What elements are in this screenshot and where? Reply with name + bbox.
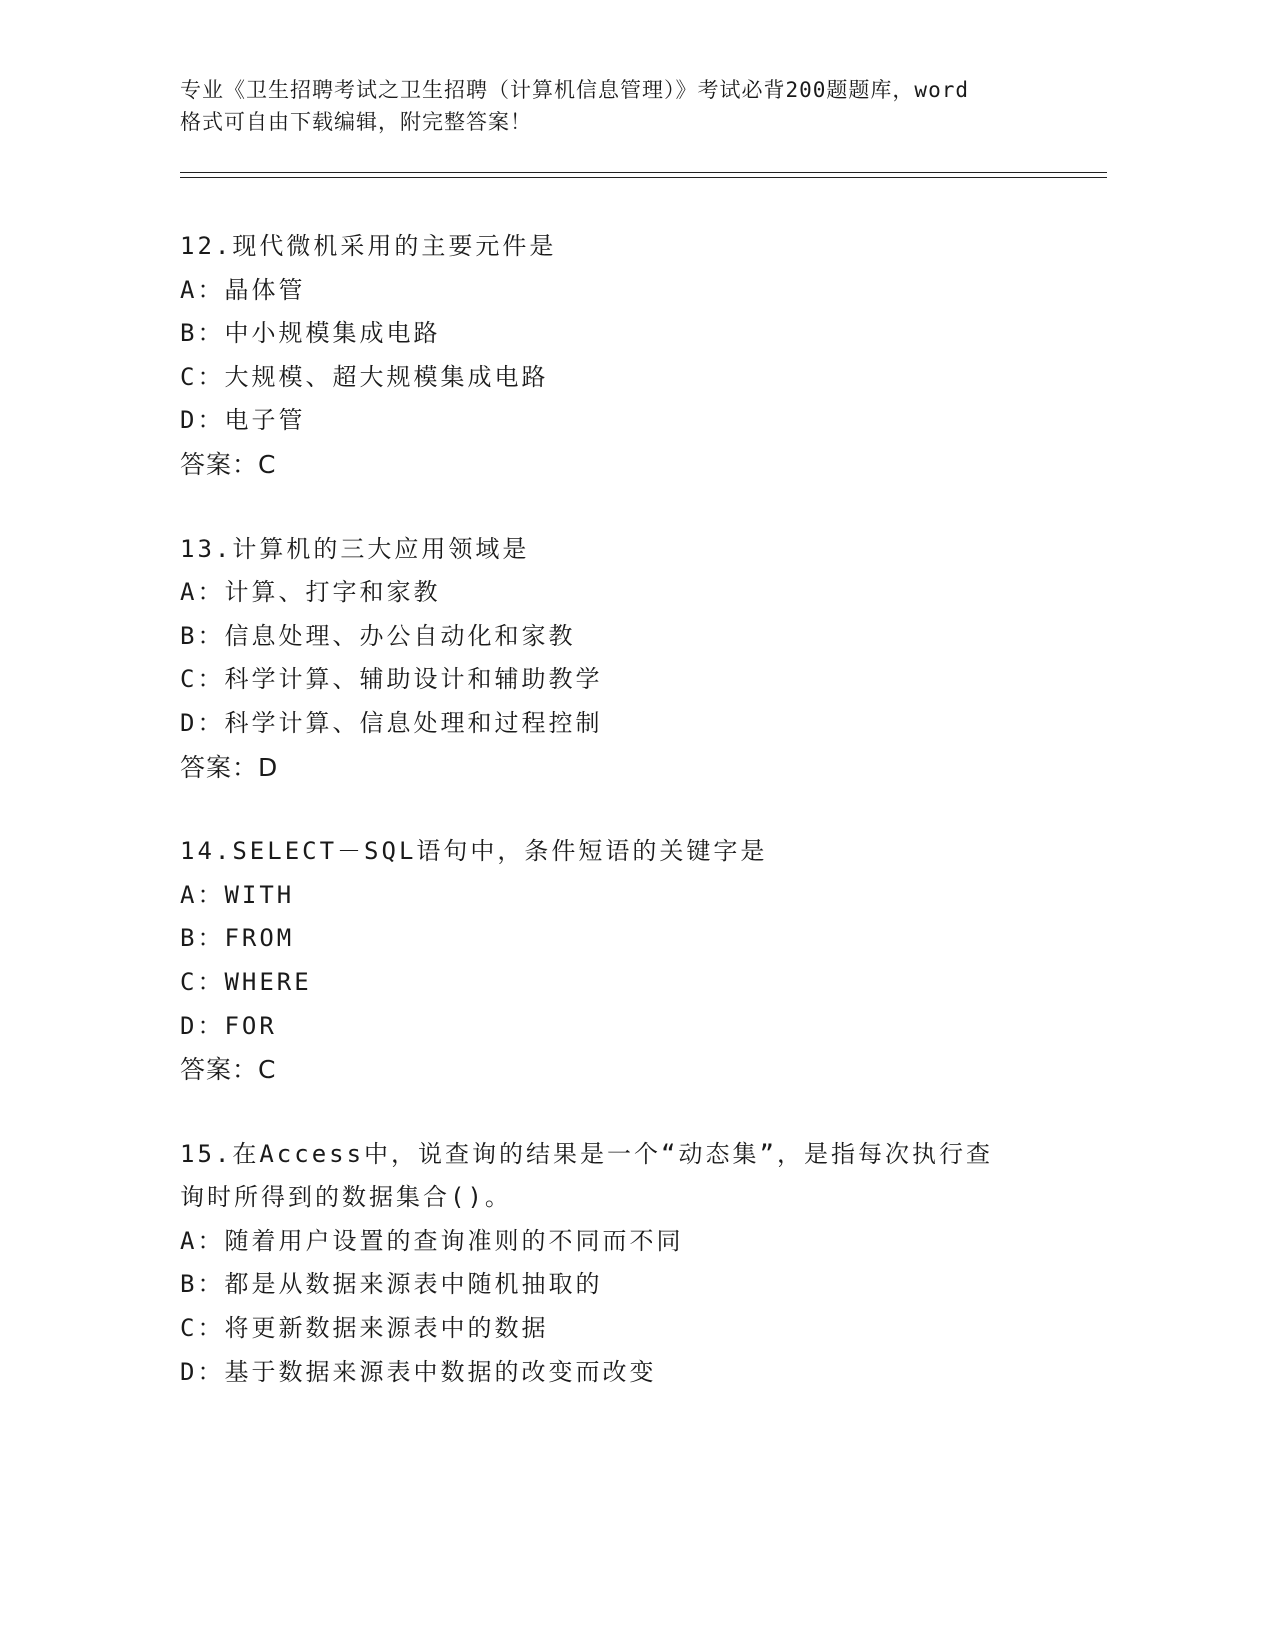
answer-key: 答案：D [180,752,279,782]
answer-option: D：科学计算、信息处理和过程控制 [180,708,603,737]
answer-option: D：电子管 [180,406,306,435]
question-stem-line: 14.SELECT－SQL语句中，条件短语的关键字是 [180,837,768,866]
answer-option: A：WITH [180,880,295,909]
header-rule-bottom [180,177,1107,178]
question-stem [180,528,1080,572]
answer-option: A：晶体管 [180,275,306,304]
header-rule-top [180,172,1107,173]
question-stem [180,225,1080,269]
question-item [180,528,1080,790]
question-stem-line: 13.计算机的三大应用领域是 [180,534,530,563]
answer-option: B：中小规模集成电路 [180,319,441,348]
answer-option: C：大规模、超大规模集成电路 [180,362,549,391]
answer-option: A：计算、打字和家教 [180,578,441,607]
answer-option: B：FROM [180,924,295,953]
question-stem-line: 询时所得到的数据集合()。 [180,1183,512,1212]
answer-key: 答案：C [180,449,277,479]
answer-option: A：随着用户设置的查询准则的不同而不同 [180,1226,684,1255]
question-item [180,225,1080,487]
question-item [180,1133,1080,1395]
answer-option: C：将更新数据来源表中的数据 [180,1314,549,1343]
answer-option: C：WHERE [180,967,312,996]
answer-option: D：FOR [180,1011,277,1040]
question-stem-line: 15.在Access中，说查询的结果是一个“动态集”，是指每次执行查 [180,1139,993,1168]
document-header [180,74,1080,138]
answer-option: B：信息处理、办公自动化和家教 [180,621,576,650]
question-stem [180,1133,1080,1220]
question-list [180,225,1080,1435]
answer-option: D：基于数据来源表中数据的改变而改变 [180,1357,657,1386]
answer-option: B：都是从数据来源表中随机抽取的 [180,1270,603,1299]
question-stem-line: 12.现代微机采用的主要元件是 [180,232,557,260]
header-line-2: 格式可自由下载编辑，附完整答案！ [180,110,532,134]
question-stem [180,830,1080,874]
header-line-1: 专业《卫生招聘考试之卫生招聘（计算机信息管理）》考试必背200题题库，word [180,78,969,102]
answer-option: C：科学计算、辅助设计和辅助教学 [180,665,603,694]
answer-key: 答案：C [180,1055,277,1085]
question-item [180,830,1080,1092]
